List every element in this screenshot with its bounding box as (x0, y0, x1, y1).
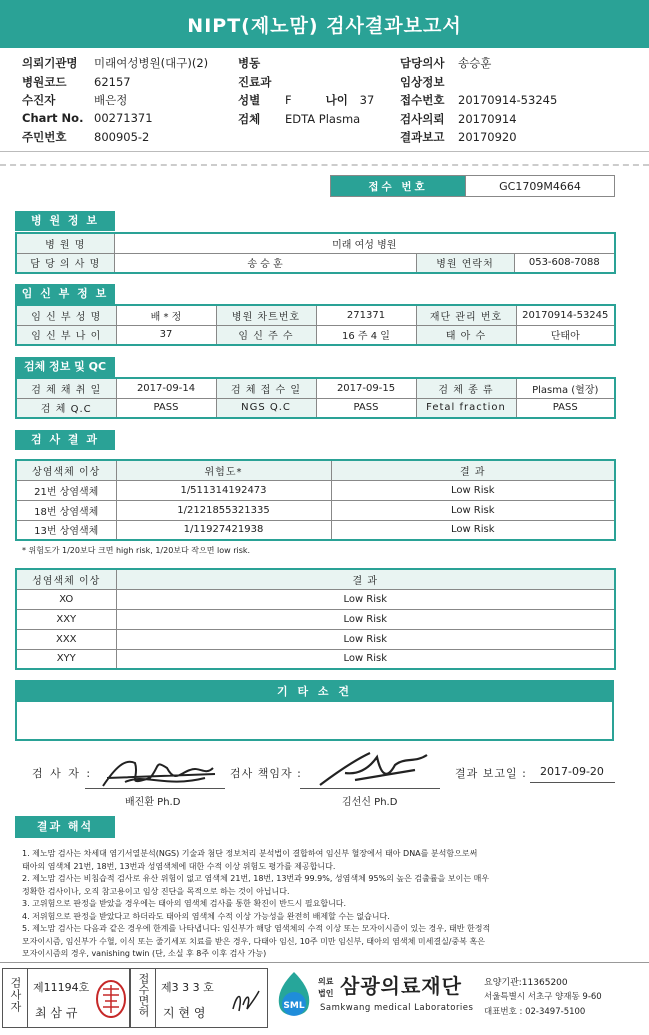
field-value: 20170914-53245 (458, 93, 558, 107)
field-label: 나이 (325, 93, 348, 107)
table-cell: Low Risk (331, 480, 615, 500)
table-cell: 053-608-7088 (514, 253, 615, 273)
header-mid (238, 55, 388, 129)
footer-manager-divider (155, 969, 156, 1027)
field-value: 20170920 (458, 130, 517, 144)
table-cell: PASS (516, 398, 615, 418)
report-title: NIPT(제노맘) 검사결과보고서 (0, 0, 649, 48)
footer-manager-no: 제3 3 3 호 (161, 981, 214, 994)
header-left (22, 55, 242, 148)
sex-results-table (15, 568, 616, 670)
header-row (22, 92, 242, 111)
header-row (400, 92, 640, 111)
field-value: 미래여성병원(대구)(2) (94, 56, 209, 70)
field-label: 수진자 (22, 93, 56, 107)
table-header-cell: 재단 관리 번호 (416, 305, 516, 325)
receipt-table (330, 175, 615, 197)
table-cell: Low Risk (331, 520, 615, 540)
table-header-cell: Fetal fraction (416, 398, 516, 418)
header-row (238, 111, 388, 130)
table-cell: 단태아 (516, 325, 615, 345)
table-cell: 271371 (316, 305, 416, 325)
header-row (400, 111, 640, 130)
field-value: EDTA Plasma (285, 111, 361, 126)
org-small-1: 의료 (318, 977, 334, 986)
report-date-label: 결과 보고일 : (455, 767, 527, 780)
table-cell: Low Risk (116, 629, 615, 649)
header-row (400, 129, 640, 148)
org-name: 삼광의료재단 (340, 974, 462, 998)
table-header-cell: 병 원 명 (16, 233, 114, 253)
footer-manager-vert: 접수면허 (137, 973, 150, 1017)
footer-manager-name: 지 현 영 (163, 1006, 206, 1020)
table-header-cell: 담 당 의 사 명 (16, 253, 114, 273)
phone: 대표번호 : 02-3497-5100 (484, 1007, 586, 1017)
specimen-table (15, 377, 616, 419)
table-row (16, 609, 615, 629)
table-cell: 21번 상염색체 (16, 480, 116, 500)
section-interpretation: 결과 해석 (15, 816, 115, 838)
table-cell: 37 (116, 325, 216, 345)
header-right (400, 55, 640, 148)
field-label: 의뢰기관명 (22, 56, 78, 70)
table-cell: 송 승 훈 (114, 253, 416, 273)
table-row (16, 398, 615, 418)
table-header-cell: 검 체 접 수 일 (216, 378, 316, 398)
tester-label: 검 사 자 : (32, 767, 93, 780)
field-label: 검체 (238, 111, 261, 126)
section-specimen: 검체 정보 및 QC (15, 357, 115, 377)
field-label: 병동 (238, 56, 261, 70)
field-value: 1. 제노맘 검사는 차세대 염기서열분석(NGS) 기술과 첨단 정보처리 분석법이 결합하여 임신부 혈장에서 태아 DNA를 분석함으로써 (22, 849, 478, 858)
report-date-underline (530, 782, 615, 783)
logo-text: SML (283, 1001, 305, 1011)
table-row (16, 325, 615, 345)
header-row (238, 74, 388, 93)
footer-signature (229, 987, 263, 1015)
table-cell: Low Risk (116, 609, 615, 629)
table-header-cell: 임 신 부 나 이 (16, 325, 116, 345)
org-small-2: 법인 (318, 989, 334, 998)
header-row (22, 74, 242, 93)
section-results: 검 사 결 과 (15, 430, 115, 450)
field-value: 00271371 (94, 110, 153, 125)
field-value: 62157 (94, 74, 131, 89)
table-cell: 접수 번호 (331, 176, 466, 197)
table-cell: 1/11927421938 (116, 520, 331, 540)
table-header-cell: 검 체 Q.C (16, 398, 116, 418)
table-row (16, 520, 615, 540)
field-label: 검사의뢰 (400, 111, 445, 126)
header-row (22, 55, 242, 74)
field-value: 모자이시즘, 임신부가 수혈, 이식 또는 줄기세포 치료를 받은 경우, 다태아 임신, 10주 미만 임신부, 태아의 염색체 미세결실/중복 혹은 (22, 936, 485, 946)
table-cell: Low Risk (116, 589, 615, 609)
field-label: 진료과 (238, 74, 272, 89)
manager-label: 검사 책임자 : (230, 767, 302, 780)
table-header-cell: 병원 차트번호 (216, 305, 316, 325)
field-value: 800905-2 (94, 130, 150, 144)
section-other: 기 타 소 견 (17, 682, 612, 702)
field-label: 주민번호 (22, 130, 67, 144)
header-row (400, 74, 640, 93)
table-cell: 16 주 4 일 (316, 325, 416, 345)
table-header-cell: 결 과 (331, 460, 615, 480)
table-cell: 20170914-53245 (516, 305, 615, 325)
footer-tester-box (2, 968, 130, 1028)
header-row (400, 55, 640, 74)
table-row (16, 305, 615, 325)
header-row (22, 111, 242, 130)
header-row (22, 129, 242, 148)
table-row (16, 589, 615, 609)
field-value: 배은정 (94, 93, 128, 107)
table-cell: Low Risk (331, 500, 615, 520)
header-divider (0, 151, 649, 152)
table-header-cell: 성염색체 이상 (16, 569, 116, 589)
field-label: Chart No. (22, 110, 84, 125)
org-en: Samkwang medical Laboratories (320, 1003, 474, 1013)
table-header-cell: 임 신 부 성 명 (16, 305, 116, 325)
results-table (15, 459, 616, 541)
field-value: 모자이시즘의 경우, vanishing twin (단, 소실 후 8주 이후 검사 가능) (22, 949, 267, 958)
table-header-cell: 검 체 종 류 (416, 378, 516, 398)
manager-name: 김선신 Ph.D (342, 797, 398, 808)
table-header-cell: 검 체 채 취 일 (16, 378, 116, 398)
hospital-table (15, 232, 616, 274)
risk-note: * 위험도가 1/20보다 크면 high risk, 1/20보다 작으면 low risk. (22, 546, 251, 555)
header-row (238, 55, 388, 74)
field-label: 담당의사 (400, 56, 445, 70)
table-header-cell: 위험도* (116, 460, 331, 480)
address: 서울특별시 서초구 양재동 9-60 (484, 992, 602, 1002)
field-label: 결과보고 (400, 130, 445, 144)
field-label: 임상정보 (400, 74, 445, 89)
table-header-cell: 태 아 수 (416, 325, 516, 345)
signature-underline (85, 788, 225, 789)
table-cell: XXX (16, 629, 116, 649)
table-row (16, 500, 615, 520)
table-row (16, 460, 615, 480)
table-row (16, 233, 615, 253)
table-cell: 1/511314192473 (116, 480, 331, 500)
table-header-cell: 병원 연락처 (416, 253, 514, 273)
field-value: 태아의 염색체 21번, 18번, 13번과 성염색체에 대한 수적 이상 위험도 평가를 제공합니다. (22, 861, 336, 871)
field-value: 37 (359, 93, 375, 107)
table-row (16, 569, 615, 589)
field-value: 3. 고위험으로 판정을 받았을 경우에는 태아의 염색체 검사를 통한 확진이 반드시 필요합니다. (22, 899, 347, 908)
footer-tester-vert: 검사자 (9, 977, 22, 1013)
manager-signature (315, 745, 435, 790)
table-row (16, 253, 615, 273)
seal-icon (95, 979, 127, 1019)
table-row (16, 629, 615, 649)
table-row (16, 480, 615, 500)
table-cell: 13번 상염색체 (16, 520, 116, 540)
footer-divider (0, 962, 649, 963)
table-cell: XXY (16, 609, 116, 629)
table-cell: Low Risk (116, 649, 615, 669)
other-findings-box (15, 680, 614, 741)
table-row (16, 378, 615, 398)
section-patient: 임 신 부 정 보 (15, 284, 115, 304)
footer-tester-no: 제11194호 (33, 981, 90, 994)
table-row (16, 649, 615, 669)
tester-name: 배진환 Ph.D (125, 797, 181, 808)
table-cell: 미래 여성 병원 (114, 233, 615, 253)
table-header-cell: 결 과 (116, 569, 615, 589)
table-cell: GC1709M4664 (466, 176, 615, 197)
field-value: 20170914 (458, 111, 517, 126)
table-cell: XYY (16, 649, 116, 669)
field-value: 2. 제노맘 검사는 비침습적 검사로 유산 위험이 없고 염색체 21번, 18번, 13번과 99.9%, 성염색체 95%의 높은 검출률을 보이는 매우 (22, 874, 490, 883)
header-row (238, 92, 388, 111)
table-cell: 배 * 정 (116, 305, 216, 325)
table-header-cell: 임 신 주 수 (216, 325, 316, 345)
field-label: 병원코드 (22, 74, 67, 89)
signature-underline-2 (300, 788, 440, 789)
footer-manager-box (130, 968, 268, 1028)
field-value: 5. 제노맘 검사는 다음과 같은 경우에 한계를 나타냅니다: 임신부가 해당 염색체의 수적 이상 또는 모자이시즘이 있는 경우, 태반 한정적 (22, 924, 491, 933)
field-value: 4. 저위험으로 판정을 받았다고 하더라도 태아의 염색체 수적 이상 가능성을 완전히 배제할 수는 없습니다. (22, 911, 390, 921)
table-cell: 2017-09-14 (116, 378, 216, 398)
table-row (331, 176, 615, 197)
table-header-cell: NGS Q.C (216, 398, 316, 418)
report-date: 2017-09-20 (540, 765, 604, 778)
table-cell: 18번 상염색체 (16, 500, 116, 520)
field-label: 성별 (238, 93, 261, 107)
table-cell: XO (16, 589, 116, 609)
patient-table (15, 304, 616, 346)
table-cell: Plasma (혈장) (516, 378, 615, 398)
table-cell: PASS (316, 398, 416, 418)
interpretation-text (22, 848, 622, 961)
sml-logo-icon (272, 970, 316, 1022)
inst-number: 요양기관:11365200 (484, 978, 568, 988)
footer-tester-name: 최 삼 규 (35, 1006, 78, 1020)
field-value: F (285, 93, 292, 107)
field-value: 정확한 검사이나, 오직 참고용이고 임상 진단을 목적으로 하는 것이 아닙니다. (22, 886, 290, 896)
table-header-cell: 상염색체 이상 (16, 460, 116, 480)
field-value: 송승훈 (458, 56, 492, 70)
table-cell: 1/2121855321335 (116, 500, 331, 520)
table-cell: 2017-09-15 (316, 378, 416, 398)
section-hospital: 병 원 정 보 (15, 211, 115, 231)
tester-signature (95, 748, 225, 793)
field-label: 접수번호 (400, 93, 445, 107)
footer-tester-divider (27, 969, 28, 1027)
dashed-divider (0, 164, 649, 166)
table-cell: PASS (116, 398, 216, 418)
